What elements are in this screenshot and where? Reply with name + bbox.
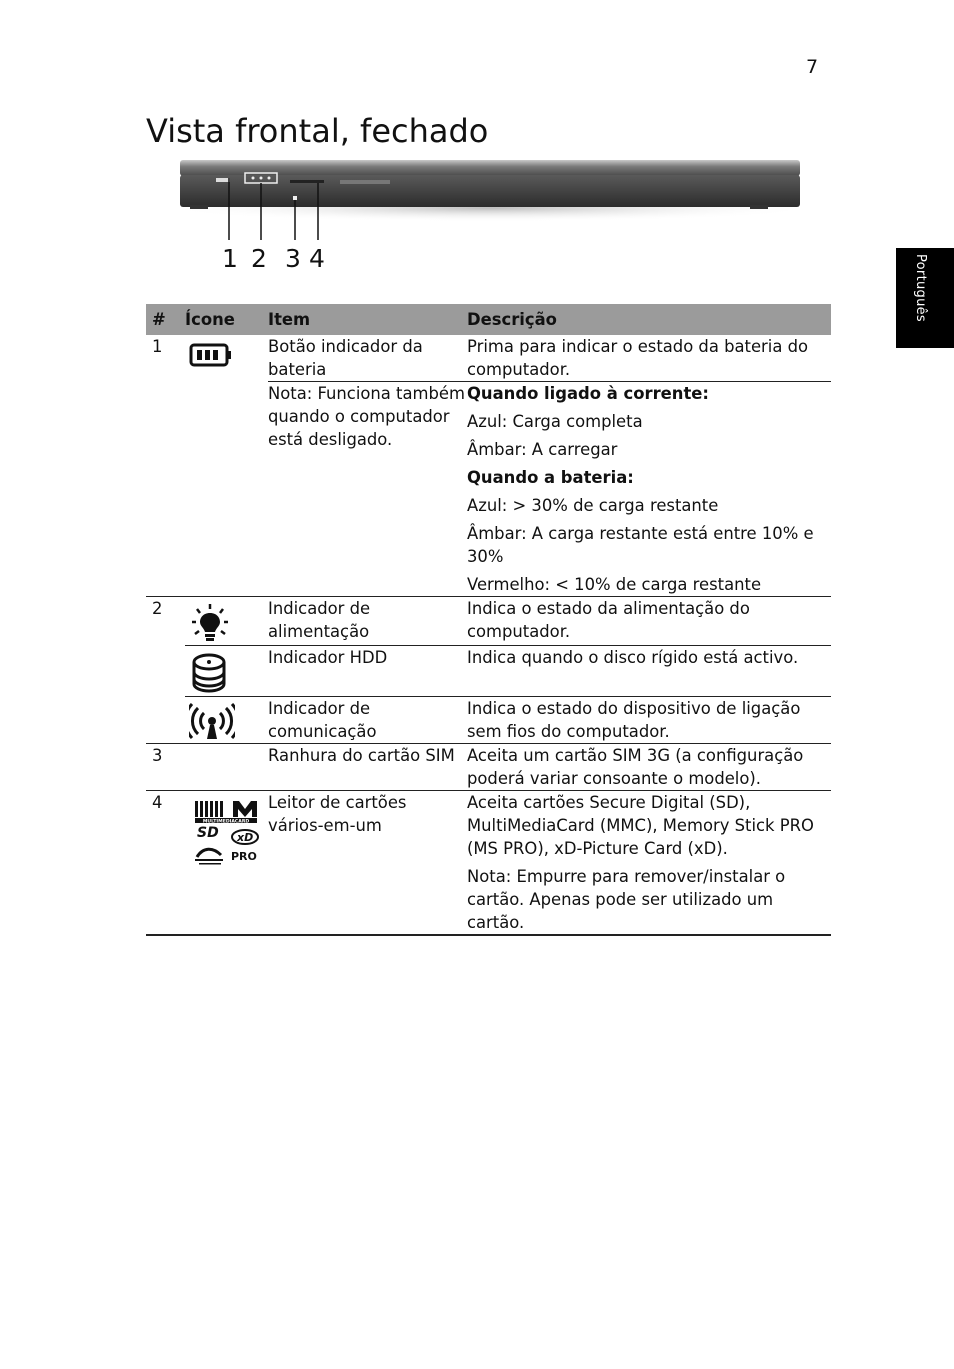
battery-icon [189, 341, 235, 369]
row-number: 2 [146, 597, 185, 646]
description-text: Âmbar: A carregar [467, 440, 618, 459]
header-description: Descrição [467, 304, 831, 335]
row-item-note [268, 382, 467, 597]
row-description [467, 382, 831, 597]
xd-logo [232, 830, 258, 844]
row-item: Indicador de alimentação [268, 597, 467, 646]
callout-3: 3 [285, 244, 301, 273]
svg-text:SD: SD [197, 825, 219, 841]
row-item: Leitor de cartões vários-em-um [268, 791, 467, 936]
note-text: Empurre para remover/instalar o cartão. Apenas pode ser utilizado um cartão. [467, 867, 786, 932]
components-table [146, 304, 831, 936]
table-row [146, 791, 831, 936]
table-row [146, 597, 831, 646]
table-row [146, 335, 831, 382]
description-heading: Quando ligado à corrente: [467, 384, 709, 403]
row-number: 1 [152, 337, 163, 356]
row-item: Indicador de comunicação [268, 697, 467, 744]
note-text: : Funciona também quando o computador está desligado. [268, 384, 465, 449]
description-text: Azul: Carga completa [467, 412, 643, 431]
hdd-icon [189, 652, 229, 696]
row-description [467, 791, 831, 936]
memory-stick-pro-logo [195, 849, 257, 864]
mmc-logo [195, 801, 257, 824]
row-number: 3 [146, 744, 185, 791]
note-label: Nota [268, 384, 307, 403]
power-light-icon [189, 603, 231, 645]
description-text: Indica o estado do dispositivo de ligação sem fios do computador. [467, 699, 801, 741]
description-text: Vermelho: < 10% de carga restante [467, 575, 762, 594]
row-description [467, 335, 831, 382]
callout-2: 2 [251, 244, 267, 273]
row-number: 4 [146, 791, 185, 936]
table-row [146, 744, 831, 791]
page-number: 7 [806, 56, 819, 78]
table-row [146, 697, 831, 744]
wireless-icon [189, 703, 235, 743]
row-description [467, 697, 831, 744]
row-item: Indicador HDD [268, 646, 467, 697]
description-text: Âmbar: A carga restante está entre 10% e 30% [467, 524, 814, 566]
description-heading: Quando a bateria: [467, 468, 634, 487]
row-item: Ranhura do cartão SIM [268, 744, 467, 791]
table-row [146, 646, 831, 697]
callout-4: 4 [309, 244, 325, 273]
header-item: Item [268, 304, 467, 335]
header-icon: Ícone [185, 304, 268, 335]
description-note [467, 865, 831, 934]
language-tab [896, 248, 954, 348]
svg-text:MULTIMEDIACARD: MULTIMEDIACARD [202, 819, 250, 825]
svg-text:PRO: PRO [231, 850, 257, 863]
description-text: Indica o estado da alimentação do computador. [467, 599, 750, 641]
callout-1: 1 [222, 244, 238, 273]
table-row [146, 382, 831, 597]
description-text: Indica quando o disco rígido está activo. [467, 648, 799, 667]
row-item: Botão indicador da bateria [268, 337, 423, 379]
page-title: Vista frontal, fechado [146, 112, 489, 150]
description-text: Azul: > 30% de carga restante [467, 496, 719, 515]
note-label: Nota: [467, 867, 512, 886]
row-description [467, 744, 831, 791]
table-header-row [146, 304, 831, 335]
description-text: Aceita cartões Secure Digital (SD), MultiMediaCard (MMC), Memory Stick PRO (MS PRO), xD-Picture Card (xD). [467, 793, 814, 858]
row-description [467, 597, 831, 646]
description-text: Prima para indicar o estado da bateria do computador. [467, 337, 809, 379]
row-description [467, 646, 831, 697]
description-text: Aceita um cartão SIM 3G (a configuração poderá variar consoante o modelo). [467, 746, 804, 788]
language-tab-label: Português [913, 254, 928, 322]
card-reader-logos-icon [193, 797, 265, 867]
sd-logo [197, 825, 219, 841]
header-number: # [146, 304, 185, 335]
svg-text:xD: xD [237, 831, 254, 844]
